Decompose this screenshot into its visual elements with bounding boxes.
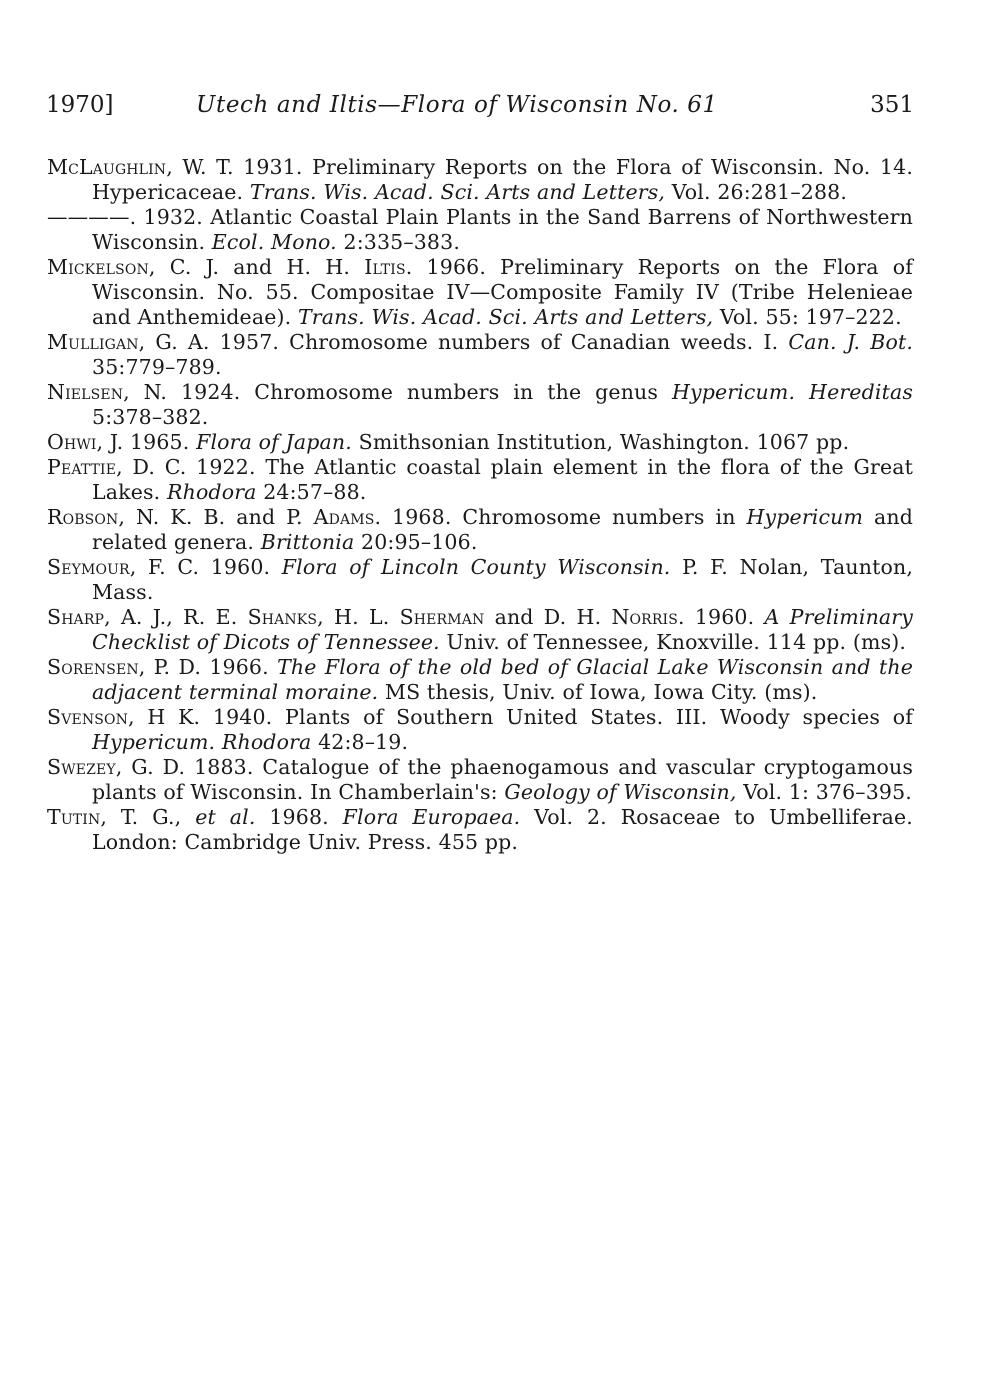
- reference-text: 35:779–789.: [92, 355, 222, 379]
- reference-italic: Rhodora: [167, 480, 257, 504]
- reference-author: D. H. Norris.: [543, 605, 685, 629]
- reference-text: 1965.: [123, 430, 197, 454]
- reference-entry: [47, 155, 913, 205]
- reference-italic: Flora of Japan.: [196, 430, 352, 454]
- reference-text: 1966. Preliminary Reports on the Flora of Wisconsin. No. 55. Compositae IV—Composite Family IV (Tribe Helenieae and Anthemideae).: [92, 255, 913, 329]
- reference-text: Vol. 55: 197–222.: [713, 305, 902, 329]
- reference-author: Svenson, H K.: [47, 705, 201, 729]
- reference-ditto-dash: ————: [47, 205, 130, 229]
- reference-entry: [47, 555, 913, 605]
- running-header: [46, 92, 914, 126]
- reference-author: Seymour, F. C.: [47, 555, 200, 579]
- reference-italic: Trans. Wis. Acad. Sci. Arts and Letters,: [249, 180, 666, 204]
- reference-entry: [47, 655, 913, 705]
- reference-entry: [47, 605, 913, 655]
- reference-author: P. Adams.: [286, 505, 382, 529]
- reference-italic: Geology of Wisconsin,: [504, 780, 737, 804]
- reference-text: 1922. The Atlantic coastal plain element in the flora of the Great Lakes.: [92, 455, 913, 504]
- reference-text: Smithsonian Institution, Washington. 1067 pp.: [351, 430, 850, 454]
- reference-author: Ohwi, J.: [47, 430, 124, 454]
- reference-text: 1940. Plants of Southern United States. III. Woody species of: [200, 705, 913, 729]
- reference-conjunction: and: [484, 605, 544, 629]
- reference-text: 1883. Catalogue of the phaenogamous and vascular cryptogamous plants of Wisconsin. In Chamberlain's:: [92, 755, 913, 804]
- reference-author: H. H. Iltis.: [286, 255, 413, 279]
- reference-italic: A Preliminary Checklist of Dicots of Tennessee.: [92, 605, 913, 654]
- reference-italic: Brittonia: [260, 530, 355, 554]
- reference-italic: Can. J. Bot.: [788, 330, 913, 354]
- reference-text: Univ. of Tennessee, Knoxville. 114 pp. (ms).: [439, 630, 907, 654]
- reference-author: Peattie, D. C.: [47, 455, 187, 479]
- reference-entry: [47, 455, 913, 505]
- reference-entry: [47, 255, 913, 330]
- reference-text: Vol. 2. Rosaceae to Umbelliferae. London: Cambridge Univ. Press. 455 pp.: [92, 805, 913, 854]
- reference-author: Nielsen, N.: [47, 380, 168, 404]
- reference-author: McLaughlin, W. T.: [47, 155, 234, 179]
- reference-list: [47, 155, 913, 855]
- reference-text: 1968.: [255, 805, 343, 829]
- reference-text: [181, 805, 195, 829]
- reference-text: and related genera.: [92, 505, 913, 554]
- reference-italic: Flora Europaea.: [342, 805, 521, 829]
- reference-italic: Ecol. Mono.: [211, 230, 337, 254]
- reference-text: Vol. 1: 376–395.: [736, 780, 912, 804]
- reference-text: 5:378–382.: [92, 405, 209, 429]
- reference-author: Swezey, G. D.: [47, 755, 186, 779]
- reference-italic: Hypericum. Rhodora: [92, 730, 312, 754]
- reference-text: 1924. Chromosome numbers in the genus: [167, 380, 672, 404]
- header-year: 1970]: [46, 92, 114, 118]
- reference-entry: [47, 755, 913, 805]
- reference-italic: Trans. Wis. Acad. Sci. Arts and Letters,: [297, 305, 714, 329]
- reference-text: 1960.: [684, 605, 765, 629]
- reference-text: 2:335–383.: [336, 230, 460, 254]
- reference-author: Mickelson, C. J.: [47, 255, 220, 279]
- reference-entry: [47, 430, 913, 455]
- reference-text: MS thesis, Univ. of Iowa, Iowa City. (ms).: [378, 680, 818, 704]
- reference-author: Sorensen, P. D.: [47, 655, 202, 679]
- reference-text: . 1932. Atlantic Coastal Plain Plants in the Sand Barrens of Northwestern Wisconsin.: [92, 205, 913, 254]
- reference-entry: [47, 805, 913, 855]
- reference-text: 1957. Chromosome numbers of Canadian weeds. I.: [209, 330, 789, 354]
- reference-entry: [47, 705, 913, 755]
- reference-entry: [47, 380, 913, 430]
- reference-italic: The Flora of the old bed of Glacial Lake Wisconsin and the adjacent terminal moraine.: [92, 655, 913, 704]
- reference-italic: Flora of Lincoln County Wisconsin.: [281, 555, 671, 579]
- reference-text: Vol. 26:281–288.: [665, 180, 847, 204]
- page-number: 351: [870, 92, 914, 118]
- reference-conjunction: and: [219, 255, 287, 279]
- reference-entry: [47, 205, 913, 255]
- header-running-title: Utech and Iltis—Flora of Wisconsin No. 61: [196, 92, 718, 118]
- reference-text: 1966.: [201, 655, 278, 679]
- reference-author: Robson, N. K. B.: [47, 505, 226, 529]
- reference-author: Sharp, A. J., R. E. Shanks, H. L. Sherman: [47, 605, 485, 629]
- reference-entry: [47, 330, 913, 380]
- reference-text: 1931. Preliminary Reports on the Flora of Wisconsin. No. 14. Hypericaceae.: [92, 155, 913, 204]
- reference-text: P. F. Nolan, Taunton, Mass.: [92, 555, 913, 604]
- reference-author: Mulligan, G. A.: [47, 330, 210, 354]
- reference-italic: Hypericum: [746, 505, 864, 529]
- reference-italic: et al.: [195, 805, 256, 829]
- reference-italic: Hypericum. Hereditas: [671, 380, 913, 404]
- reference-text: 42:8–19.: [311, 730, 409, 754]
- reference-text: 24:57–88.: [256, 480, 367, 504]
- reference-text: 1968. Chromosome numbers in: [381, 505, 747, 529]
- reference-entry: [47, 505, 913, 555]
- reference-text: 20:95–106.: [354, 530, 478, 554]
- reference-text: 1960.: [199, 555, 282, 579]
- reference-author: Tutin, T. G.,: [47, 805, 182, 829]
- reference-conjunction: and: [225, 505, 287, 529]
